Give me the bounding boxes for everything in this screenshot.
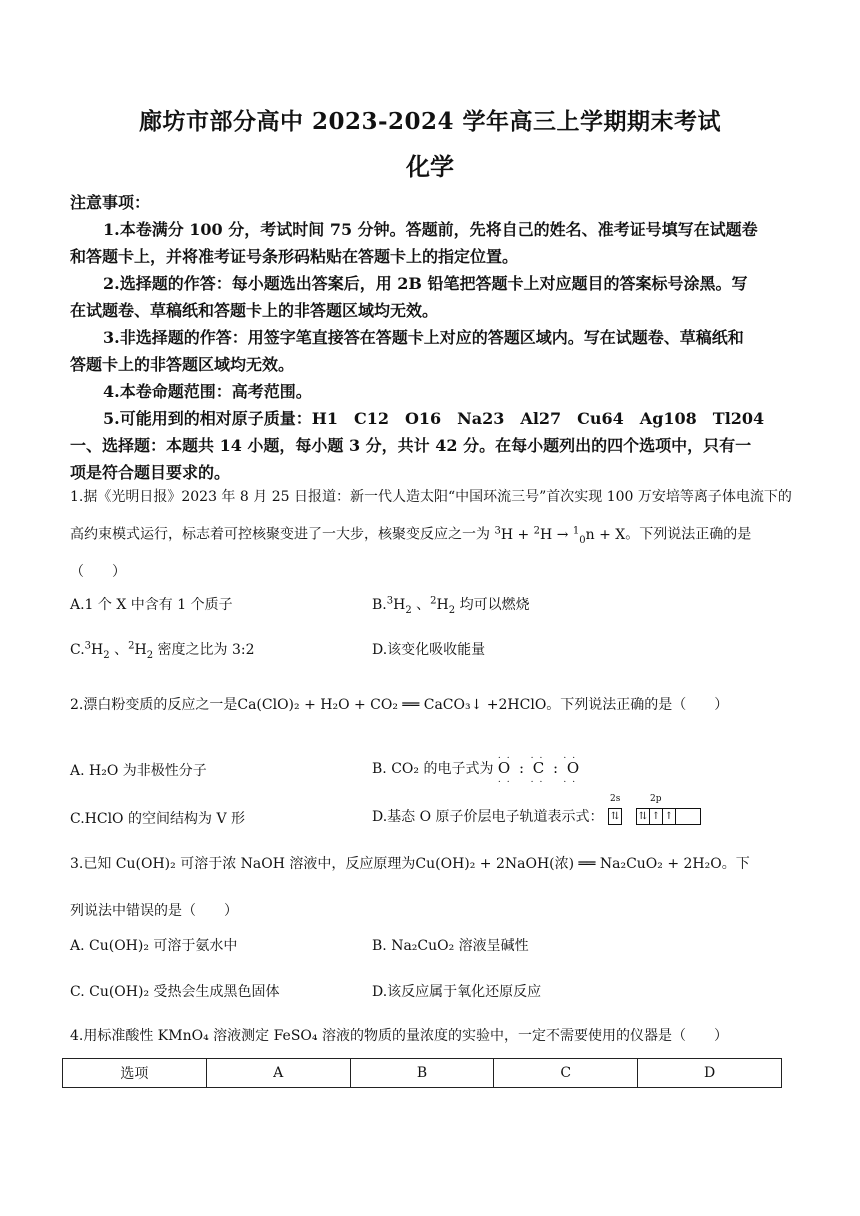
table-header-cell: C — [494, 1059, 638, 1088]
notice-item-5: 5.可能用到的相对原子质量：H1 C12 O16 Na23 Al27 Cu64 Ag108 Tl204 — [103, 409, 765, 428]
notice-item-1: 1.本卷满分 100 分，考试时间 75 分钟。答题前，先将自己的姓名、准考证号填写在试题卷 — [103, 220, 758, 239]
q1-option-b: $B.^3H_2$ 、$^2H_2$ 均可以燃烧 — [372, 595, 530, 616]
notice-heading: 注意事项： — [70, 193, 151, 212]
q3-option-d: D.该反应属于氧化还原反应 — [372, 984, 542, 1000]
question-4-stem: 4.用标准酸性 KMnO₄ 溶液测定 FeSO₄ 溶液的物质的量浓度的实验中，一定不需要使用的仪器是（ ） — [70, 1028, 728, 1044]
subject-title: 化学 — [406, 152, 454, 181]
q1-option-a: A.1 个 X 中含有 1 个质子 — [70, 597, 233, 613]
notice-item-1-cont: 和答题卡上，并将准考证号条形码粘贴在答题卡上的指定位置。 — [70, 247, 519, 266]
notice-item-3-cont: 答题卡上的非答题区域均无效。 — [70, 355, 295, 374]
q2-option-a: A. H₂O 为非极性分子 — [70, 763, 207, 779]
notice-item-2: 2.选择题的作答：每小题选出答案后，用 2B 铅笔把答题卡上对应题目的答案标号涂黑。写 — [103, 274, 748, 293]
q3-option-c: C. Cu(OH)₂ 受热会生成黑色固体 — [70, 984, 280, 1000]
fusion-equation: $^3$H + $^2$H → $^1_0$n + X — [494, 525, 626, 546]
notice-item-3: 3.非选择题的作答：用签字笔直接答在答题卡上对应的答题区域内。写在试题卷、草稿纸和 — [103, 328, 744, 347]
orbital-diagram: 2s ⇅ 2p ⇅ ↑ ↑ — [608, 808, 700, 825]
q1-option-c: $C.^3H_2$ 、$^2H_2$ 密度之比为 3:2 — [70, 640, 255, 661]
table-header-cell: A — [206, 1059, 350, 1088]
notice-item-4: 4.本卷命题范围：高考范围。 — [103, 382, 312, 401]
q2-option-c: C.HClO 的空间结构为 V 形 — [70, 811, 245, 827]
table-row — [63, 1059, 782, 1088]
q4-options-table — [62, 1058, 782, 1088]
q1-option-d: D.该变化吸收能量 — [372, 642, 486, 658]
copper-equation: Cu(OH)₂ + 2NaOH(浓) ══ Na₂CuO₂ + 2H₂O — [415, 856, 722, 872]
co2-lewis-structure: .. .. .. O : C : O .. .. .. — [497, 751, 582, 785]
section-heading: 一、选择题：本题共 14 小题，每小题 3 分，共计 42 分。在每小题列出的四个选项中，只有一 — [70, 436, 752, 455]
bleach-equation: Ca(ClO)₂ + H₂O + CO₂ ══ CaCO₃↓ +2HClO — [237, 697, 547, 713]
exam-title: 廊坊市部分高中 2023-2024 学年高三上学期期末考试 — [138, 108, 722, 135]
question-3-stem-cont: 列说法中错误的是（ ） — [70, 903, 238, 919]
q3-option-b: B. Na₂CuO₂ 溶液呈碱性 — [372, 938, 529, 954]
notice-item-2-cont: 在试题卷、草稿纸和答题卡上的非答题区域均无效。 — [70, 301, 439, 320]
question-3-stem: 3.已知 Cu(OH)₂ 可溶于浓 NaOH 溶液中，反应原理为Cu(OH)₂ + 2NaOH(浓) ══ Na₂CuO₂ + 2H₂O。下 — [70, 856, 750, 872]
table-header-cell: 选项 — [63, 1059, 207, 1088]
q2-option-b: B. CO₂ 的电子式为 .. .. .. O : C : O .. .. .. — [372, 751, 582, 785]
q2-option-d: D.基态 O 原子价层电子轨道表示式： 2s ⇅ 2p ⇅ ↑ ↑ — [372, 806, 700, 826]
table-header-cell: B — [350, 1059, 494, 1088]
q3-option-a: A. Cu(OH)₂ 可溶于氨水中 — [70, 938, 238, 954]
question-1-stem: 1.据《光明日报》2023 年 8 月 25 日报道：新一代人造太阳“中国环流三号”首次实现 100 万安培等离子体电流下的高约束模式运行，标志着可控核聚变进了一大步，核聚变反应之一为 $^3$H + $^2$H → $^1_0$n + X。下列说法正确的是（ ） — [70, 489, 792, 581]
section-heading-cont: 项是符合题目要求的。 — [70, 463, 231, 482]
question-2-stem: 2.漂白粉变质的反应之一是Ca(ClO)₂ + H₂O + CO₂ ══ CaCO₃↓ +2HClO。下列说法正确的是（ ） — [70, 697, 729, 713]
table-header-cell: D — [638, 1059, 782, 1088]
